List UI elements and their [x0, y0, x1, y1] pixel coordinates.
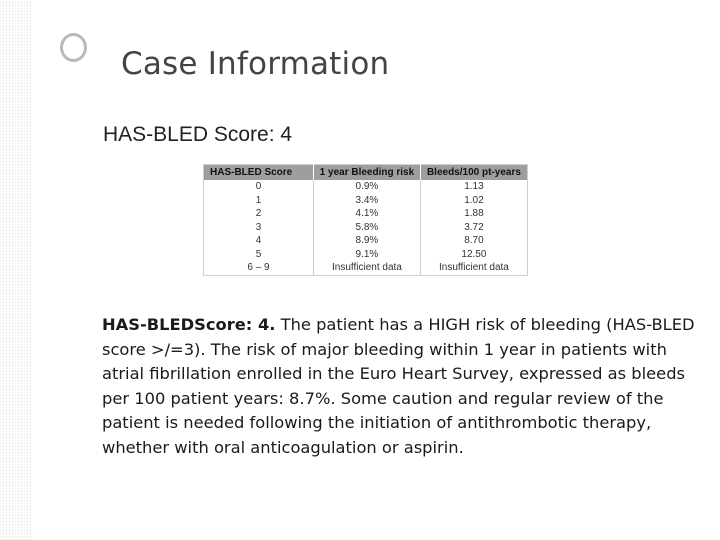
cell-risk: 3.4% [313, 194, 420, 208]
cell-bleeds: 1.88 [464, 208, 484, 220]
cell-bleeds: 8.70 [464, 235, 484, 247]
table-row [204, 207, 528, 221]
header-bleeding-risk: 1 year Bleeding risk [313, 165, 420, 181]
header-score: HAS-BLED Score [204, 165, 314, 181]
cell-score: 1 [204, 194, 314, 208]
cell-score: 0 [204, 180, 314, 194]
cell-risk: 0.9% [313, 180, 420, 194]
table-header-row [204, 165, 528, 181]
cell-risk: 5.8% [313, 221, 420, 235]
cell-bleeds: 12.50 [461, 248, 487, 260]
cell-risk: 4.1% [313, 207, 420, 221]
cell-bleeds: Insufficient data [438, 262, 509, 274]
score-subtitle: HAS-BLED Score: 4 [103, 123, 293, 146]
table-row [204, 180, 528, 194]
cell-bleeds: 1.13 [464, 181, 484, 193]
slide-title: Case Information [121, 46, 390, 82]
cell-bleeds: 3.72 [464, 221, 484, 233]
cell-score: 6 – 9 [204, 261, 314, 275]
cell-score: 2 [204, 207, 314, 221]
has-bled-table [203, 164, 528, 276]
paragraph-text: The patient has a HIGH risk of bleeding (HAS-BLED score >/=3). The risk of major bleeding within 1 year in patients with atrial fibrillation enrolled in the Euro Heart Survey, expressed as bleeds per 100 patient years: 8.7%. Some caution and regular review of the patient is needed following the initiation of antithrombotic therapy, whether with oral anticoagulation or aspirin. [102, 315, 695, 457]
case-paragraph [102, 313, 702, 461]
bold-lead-score: Score: 4. [194, 315, 276, 334]
cell-risk: Insufficient data [313, 261, 420, 275]
table-row [204, 248, 528, 262]
table-row [204, 194, 528, 208]
cell-score: 3 [204, 221, 314, 235]
cell-score: 5 [204, 248, 314, 262]
bold-lead-hasbled: HAS-BLED [102, 315, 195, 334]
cell-bleeds: 1.02 [464, 194, 484, 206]
table-row [204, 221, 528, 235]
cell-risk: 8.9% [313, 234, 420, 248]
ring-bullet-decoration [60, 33, 87, 62]
header-bleeds-per-100: Bleeds/100 pt-years [420, 165, 527, 181]
cell-score: 4 [204, 234, 314, 248]
table-row [204, 234, 528, 248]
table-row [204, 261, 528, 275]
cell-risk: 9.1% [313, 248, 420, 262]
